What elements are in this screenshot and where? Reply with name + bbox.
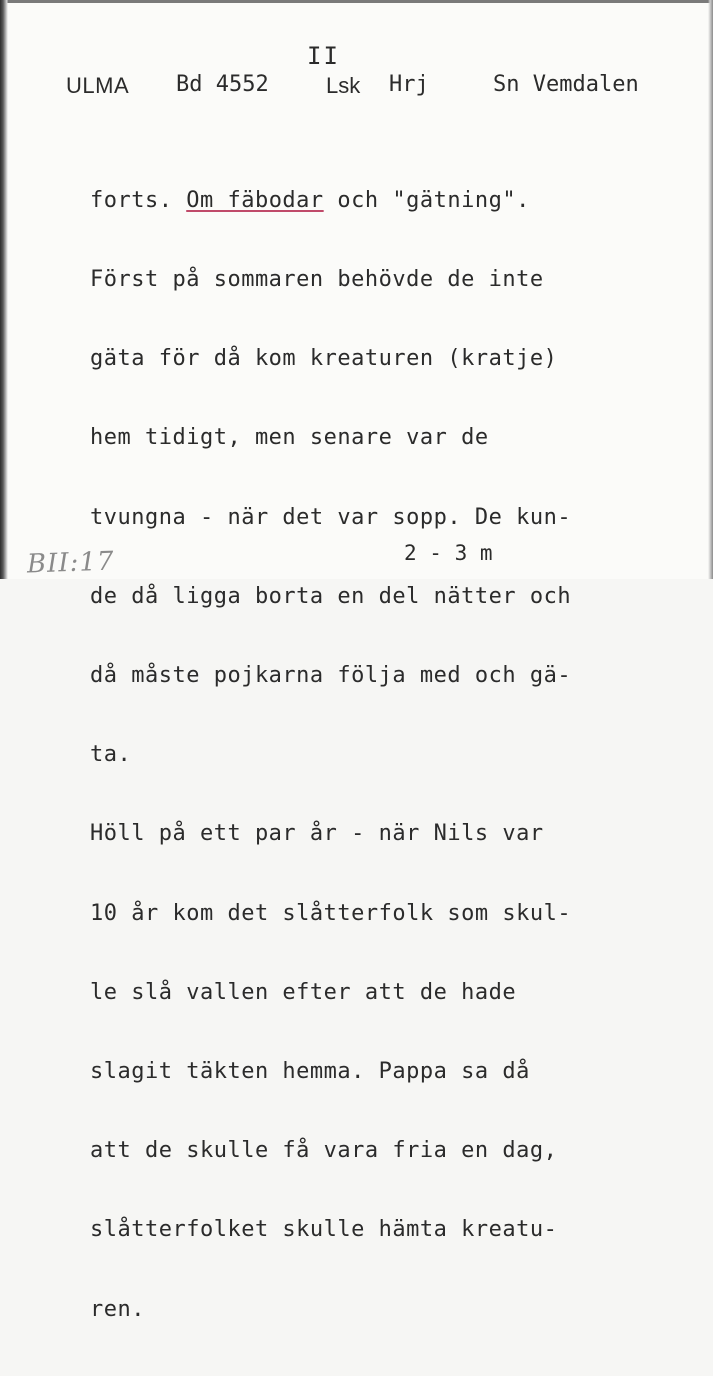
card-header [0,0,713,110]
transcript-body [90,135,690,1376]
body-line: ta. [90,742,132,768]
body-line: tvungna - när det var sopp. De kun- [90,504,572,530]
body-line: gäta för då kom kreaturen (kratje) [90,346,558,372]
body-line: ren. [90,1296,145,1322]
section-numeral: II [307,42,340,70]
handwritten-shelfmark: BII:17 [26,546,115,580]
body-line: Först på sommaren behövde de inte [90,267,544,293]
body-line: slagit täkten hemma. Pappa sa då [90,1059,530,1085]
body-line: att de skulle få vara fria en dag, [90,1138,558,1164]
parish-name: Sn Vemdalen [493,72,639,97]
topic-heading-rest: och "gätning". [323,187,530,213]
body-line: slåtterfolket skulle hämta kreatu- [90,1217,558,1243]
body-line: hem tidigt, men senare var de [90,425,489,451]
province-code: Lsk [326,73,361,98]
volume-number: Bd 4552 [176,72,269,97]
body-line: 10 år kom det slåtterfolk som skul- [90,900,572,926]
district-code: Hrj [389,72,429,97]
topic-heading: Om fäbodar [186,187,324,213]
body-line: Höll på ett par år - när Nils var [90,821,544,847]
body-line: då måste pojkarna följa med och gä- [90,663,572,689]
page-range: 2 - 3 m [404,541,493,565]
body-line: le slå vallen efter att de hade [90,979,517,1005]
body-line: de då ligga borta en del nätter och [90,583,572,609]
archive-code: ULMA [66,73,130,98]
body-line [90,188,690,214]
continuation-label: forts. [90,187,187,213]
